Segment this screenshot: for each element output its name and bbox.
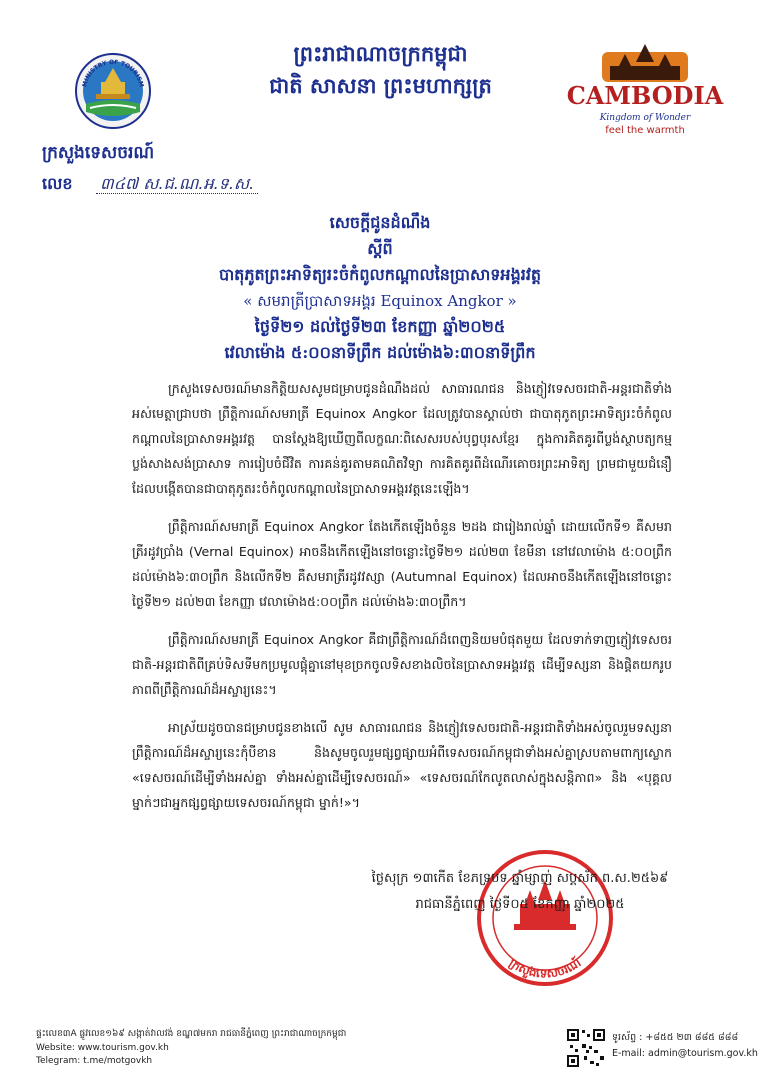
national-motto: ជាតិ សាសនា ព្រះមហាក្សត្រ (269, 73, 492, 98)
body-paragraph: ក្រសួងទេសចរណ៍មានកិត្តិយសសូមជម្រាបជូនដំណឹងដល់ សាធារណជន និងភ្ញៀវទេសចរជាតិ-អន្តរជាតិទាំងអស់មេត្តាជ្រាបថា ព្រឹត្តិការណ៍សមរាត្រី Equinox Angkor ដែលត្រូវបានស្គាល់ថា ជាបាតុភូតព្រះអាទិត្យរះចំកំពូលកណ្តាលនៃប្រាសាទអង្គរវត្ត បានស្តែងឱ្យឃើញពីលក្ខណៈពិសេសរបស់បុព្វបុរសខ្មែរ ក្នុងការគិតគូរពីប្លង់ស្ថាបត្យកម្ម ប្លង់សាងសង់ប្រាសាទ ការរៀបចំជីវិត ការគន់គូរតាមគណិតវិទ្យា ការគិតគូរពីដំណើរគោចរព្រះអាទិត្យ ព្រមជាមួយជំនឿ ដែលបង្កើតបានជាបាតុភូតរះចំកំពូលកណ្តាលនៃប្រាសាទអង្គរវត្តនេះឡើង។ (132, 381, 672, 496)
angkor-silhouette-icon (602, 44, 688, 82)
lunar-date: ថ្ងៃសុក្រ ១៣កើត ខែភទ្របទ ឆ្នាំម្សាញ់ សប្តស័ក ព.ស.២៥៦៩ (371, 871, 669, 886)
footer-telegram[interactable]: Telegram: t.me/motgovkh (36, 1056, 153, 1066)
brand-name: CAMBODIA (566, 81, 724, 110)
body-paragraph: ព្រឹត្តិការណ៍សមរាត្រី Equinox Angkor គឺជាព្រឹត្តិការណ៍ដ៏ពេញនិយមបំផុតមួយ ដែលទាក់ទាញភ្ញៀវទេសចរជាតិ-អន្តរជាតិពីគ្រប់ទិសទីមកប្រមូលផ្តុំគ្នានៅមុខច្រកចូលទិសខាងលិចនៃប្រាសាទអង្គរវត្ត ដើម្បីទស្សនា និងផ្តិតយករូបភាពពីព្រឹត្តិការណ៍ដ៏អស្ចារ្យនេះ។ (132, 632, 672, 697)
ministry-name: ក្រសួងទេសចរណ៍ (42, 143, 155, 163)
cambodia-brand-logo (560, 42, 730, 142)
ministry-logo-text: MINISTRY OF TOURISM (81, 58, 145, 88)
seal-text: ក្រសួងទេសចរណ៍ (506, 955, 584, 981)
event-times: វេលាម៉ោង ៥:០០នាទីព្រឹក ដល់ម៉ោង៦:៣០នាទីព្រឹក (224, 343, 536, 362)
body-paragraph: អាស្រ័យដូចបានជម្រាបជូនខាងលើ សូម សាធារណជន និងភ្ញៀវទេសចរជាតិ-អន្តរជាតិទាំងអស់ចូលរួមទស្សនាព្រឹត្តិការណ៍ដ៏អស្ចារ្យនេះកុំបីខាន និងសូមចូលរួមផ្សព្វផ្សាយអំពីទេសចរណ៍កម្ពុជាទាំងអស់គ្នាស្របតាមពាក្យស្លោក «ទេសចរណ៍ដើម្បីទាំងអស់គ្នា ទាំងអស់គ្នាដើម្បីទេសចរណ៍» «ទេសចរណ៍កែលូតលាស់ក្នុងសន្តិភាព» និង «បុគ្គលម្នាក់ៗជាអ្នកផ្សព្វផ្សាយទេសចរណ៍កម្ពុជា ម្នាក់!»។ (132, 720, 672, 810)
notice-body (132, 376, 672, 828)
signature-date-block (360, 866, 680, 918)
footer-contact-right (612, 1030, 758, 1062)
kingdom-motto-block (150, 38, 611, 102)
reference-number: ៣៤៧ ស.ជ.ណ.អ.ទ.ស. (96, 174, 258, 194)
footer-website[interactable]: Website: www.tourism.gov.kh (36, 1042, 169, 1053)
notice-title-block (90, 210, 670, 366)
event-name: « សមរាត្រីប្រាសាទអង្គរ Equinox Angkor » (243, 292, 517, 310)
body-paragraph: ព្រឹត្តិការណ៍សមរាត្រី Equinox Angkor តែងកើតឡើងចំនួន ២ដង ជារៀងរាល់ឆ្នាំ ដោយលើកទី១ គឺសមរាត្រីរដូវប្រាំង (Vernal Equinox) អាចនឹងកើតឡើងនៅចន្លោះថ្ងៃទី២១ ដល់២៣ ខែមីនា នៅវេលាម៉ោង ៥:០០ព្រឹក ដល់ម៉ោង៦:៣០ព្រឹក និងលើកទី២ គឺសមរាត្រីរដូវវស្សា (Autumnal Equinox) ដែលអាចនឹងកើតឡើងនៅចន្លោះថ្ងៃទី២១ ដល់២៣ ខែកញ្ញា វេលាម៉ោង៥:០០ព្រឹក ដល់ម៉ោង៦:៣០ព្រឹក។ (132, 519, 672, 609)
footer-phone: ទូរស័ព្ទ : +៨៥៥ ២៣ ៨៨៥ ៨៨៨ (612, 1032, 739, 1043)
brand-tagline-1: Kingdom of Wonder (599, 113, 691, 123)
kingdom-heading: ព្រះរាជាណាចក្រកម្ពុជា (293, 41, 468, 66)
footer-address: ផ្ទះលេខ៣A ផ្លូវលេខ១៦៩ សង្កាត់វាលវង់ ខណ្ឌ៧មករា រាជធានីភ្នំពេញ ព្រះរាជាណាចក្រកម្ពុជា (36, 1029, 347, 1039)
reference-label: លេខ (42, 174, 73, 193)
ministry-logo (74, 52, 152, 130)
qr-code-icon (566, 1028, 606, 1068)
event-dates: ថ្ងៃទី២១ ដល់ថ្ងៃទី២៣ ខែកញ្ញា ឆ្នាំ២០២៥ (254, 317, 506, 336)
place-date: រាជធានីភ្នំពេញ ថ្ងៃទី០៥ ខែកញ្ញា ឆ្នាំ២០២៥ (415, 897, 625, 912)
reference-number-line (42, 173, 258, 197)
footer-email[interactable]: E-mail: admin@tourism.gov.kh (612, 1048, 758, 1059)
notice-subject: បាតុភូតព្រះអាទិត្យរះចំកំពូលកណ្តាលនៃប្រាសាទអង្គរវត្ត (218, 265, 542, 284)
brand-tagline-2: feel the warmth (605, 125, 685, 136)
notice-regarding: ស្តីពី (367, 239, 393, 258)
notice-title: សេចក្តីជូនដំណឹង (329, 213, 431, 232)
footer-contact-left (36, 1028, 346, 1069)
